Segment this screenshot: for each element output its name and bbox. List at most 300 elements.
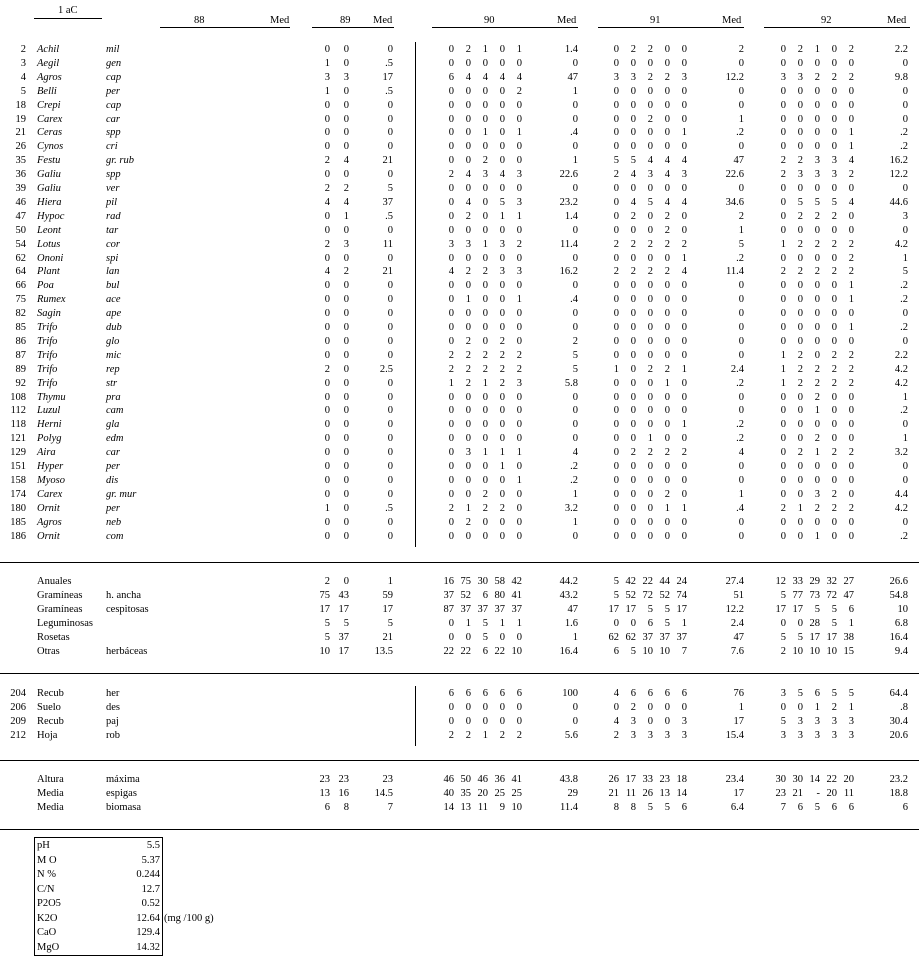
species-epithet: rep — [106, 363, 120, 375]
species-y91-cell: 0 — [647, 99, 653, 111]
species-m89-cell: 0 — [387, 349, 393, 361]
cover-y90-cell: 0 — [482, 702, 488, 713]
species-y89-cell: 0 — [343, 141, 349, 153]
group-label: Leguminosas — [37, 618, 93, 629]
group-y90-cell: 0 — [499, 632, 505, 643]
species-y91-cell: 0 — [613, 196, 619, 208]
species-y91-cell: 0 — [647, 294, 653, 306]
species-number: 4 — [20, 71, 26, 83]
species-y90-cell: 2 — [516, 363, 522, 375]
height-m92-cell: 18.8 — [889, 788, 908, 799]
year-88-med-header: Med — [270, 15, 290, 26]
species-y90-cell: 0 — [465, 99, 471, 111]
group-y92-cell: 1 — [848, 618, 854, 629]
species-y92-cell: 0 — [848, 85, 854, 97]
species-y90-cell: 0 — [465, 57, 471, 69]
species-y91-cell: 2 — [647, 44, 653, 55]
species-y89-cell: 1 — [324, 85, 330, 97]
species-m91-cell: 1 — [738, 224, 744, 236]
height-y89-cell: 23 — [319, 774, 330, 785]
species-y90-cell: 0 — [448, 252, 454, 264]
species-y90-cell: 3 — [465, 238, 471, 250]
species-number: 3 — [20, 57, 26, 69]
height-y89-cell: 13 — [319, 788, 330, 799]
species-genus: Leont — [37, 224, 61, 236]
species-y89-cell: 0 — [324, 419, 330, 431]
group-y91-cell: 17 — [676, 604, 687, 615]
group-y90-cell: 30 — [477, 576, 488, 587]
species-y90-cell: 1 — [499, 447, 505, 459]
species-y92-cell: 0 — [797, 474, 803, 486]
species-m89-cell: 0 — [387, 405, 393, 417]
species-y92-cell: 0 — [814, 308, 820, 320]
species-y90-cell: 0 — [499, 474, 505, 486]
species-y89-cell: 0 — [343, 461, 349, 472]
species-m91-cell: 47 — [733, 155, 744, 167]
species-y91-cell: 0 — [647, 335, 653, 347]
species-m90-cell: 0 — [572, 57, 578, 69]
species-y90-cell: 1 — [516, 447, 522, 459]
species-y91-cell: 0 — [681, 405, 687, 417]
species-y89-cell: 0 — [324, 308, 330, 320]
species-m90-cell: 47 — [567, 71, 578, 83]
species-y92-cell: 2 — [848, 169, 854, 181]
year-90-med-header: Med — [557, 15, 577, 26]
cover-m90-cell: 0 — [572, 716, 578, 727]
species-y91-cell: 4 — [630, 196, 636, 208]
species-m90-cell: 0 — [572, 113, 578, 125]
species-m90-cell: 5.8 — [564, 377, 578, 389]
species-m90-cell: 0 — [572, 99, 578, 111]
species-y91-cell: 4 — [647, 155, 653, 167]
species-y91-cell: 2 — [630, 447, 636, 459]
species-y89-cell: 0 — [324, 516, 330, 528]
cover-y91-cell: 0 — [647, 716, 653, 727]
species-y91-cell: 4 — [630, 169, 636, 181]
species-y92-cell: 0 — [831, 474, 837, 486]
species-epithet: dis — [106, 474, 119, 486]
species-y91-cell: 0 — [681, 474, 687, 486]
species-genus: Luzul — [37, 405, 61, 417]
group-y92-cell: 6 — [848, 604, 854, 615]
species-y91-cell: 0 — [681, 391, 687, 403]
group-y91-cell: 24 — [676, 576, 687, 587]
species-y91-cell: 0 — [664, 335, 670, 347]
species-m92-cell: 4.2 — [894, 502, 908, 514]
species-y90-cell: 0 — [465, 405, 471, 417]
species-y92-cell: 2 — [780, 502, 786, 514]
group-y89-cell: 5 — [324, 618, 330, 629]
cover-label: Hoja — [37, 730, 58, 741]
height-y92-cell: - — [816, 788, 820, 799]
species-y91-cell: 0 — [630, 461, 636, 472]
species-y92-cell: 0 — [848, 391, 854, 403]
species-y89-cell: 0 — [343, 169, 349, 181]
height-y91-cell: 26 — [642, 788, 653, 799]
species-m90-cell: 16.2 — [559, 266, 578, 278]
species-y91-cell: 0 — [664, 141, 670, 153]
species-y89-cell: 0 — [324, 433, 330, 445]
species-y91-cell: 0 — [664, 294, 670, 306]
species-y90-cell: 2 — [482, 155, 488, 167]
species-y90-cell: 4 — [482, 71, 488, 83]
species-y92-cell: 0 — [797, 419, 803, 431]
species-y91-cell: 0 — [664, 183, 670, 194]
species-y90-cell: 0 — [482, 391, 488, 403]
species-y91-cell: 0 — [681, 224, 687, 236]
cover-y91-cell: 3 — [630, 730, 636, 741]
species-genus: Ononi — [37, 252, 64, 264]
species-y90-cell: 0 — [448, 127, 454, 139]
species-y90-cell: 5 — [499, 196, 505, 208]
species-y91-cell: 3 — [630, 71, 636, 83]
species-y91-cell: 0 — [681, 99, 687, 111]
species-y92-cell: 0 — [848, 210, 854, 222]
species-y90-cell: 2 — [465, 516, 471, 528]
group-y90-cell: 6 — [482, 590, 488, 601]
group-y91-cell: 74 — [676, 590, 687, 601]
species-y91-cell: 0 — [613, 85, 619, 97]
species-y89-cell: 0 — [343, 280, 349, 292]
group-m92-cell: 9.4 — [894, 646, 908, 657]
group-m91-cell: 12.2 — [725, 604, 744, 615]
species-y91-cell: 0 — [664, 308, 670, 320]
group-y91-cell: 5 — [664, 618, 670, 629]
species-y92-cell: 0 — [848, 461, 854, 472]
species-y90-cell: 0 — [499, 127, 505, 139]
species-y91-cell: 0 — [647, 85, 653, 97]
species-y90-cell: 1 — [516, 210, 522, 222]
species-epithet: cap — [106, 99, 122, 111]
species-y90-cell: 0 — [482, 99, 488, 111]
species-y90-cell: 0 — [482, 57, 488, 69]
species-m91-cell: 11.4 — [726, 266, 744, 278]
species-number: 46 — [15, 196, 26, 208]
species-y90-cell: 2 — [465, 335, 471, 347]
species-m91-cell: 1 — [738, 488, 744, 500]
group-m89-cell: 1 — [387, 576, 393, 587]
cover-y92-cell: 5 — [848, 688, 854, 699]
species-y90-cell: 0 — [448, 44, 454, 55]
species-y91-cell: 0 — [681, 335, 687, 347]
species-y91-cell: 2 — [647, 113, 653, 125]
species-epithet: lan — [106, 266, 120, 278]
soil-parameter-label: M O — [37, 854, 57, 866]
height-y90-cell: 35 — [460, 788, 471, 799]
height-y90-cell: 50 — [460, 774, 471, 785]
species-epithet: pra — [106, 391, 121, 403]
species-y92-cell: 0 — [848, 224, 854, 236]
cover-y91-cell: 4 — [613, 688, 619, 699]
group-y89-cell: 75 — [319, 590, 330, 601]
species-m90-cell: 1.4 — [564, 210, 578, 222]
height-m91-cell: 6.4 — [730, 802, 744, 813]
soil-parameter-label: K2O — [37, 912, 58, 924]
species-y89-cell: 0 — [324, 127, 330, 139]
species-y90-cell: 0 — [516, 419, 522, 431]
species-y90-cell: 3 — [516, 169, 522, 181]
species-y90-cell: 0 — [482, 196, 488, 208]
height-y91-cell: 26 — [608, 774, 619, 785]
height-y89-cell: 16 — [338, 788, 349, 799]
group-y92-cell: 33 — [792, 576, 803, 587]
height-sublabel: biomasa — [106, 802, 141, 813]
year-88-header: 88 — [194, 15, 205, 26]
soil-parameter-value: 12.7 — [141, 883, 160, 895]
species-m90-cell: .2 — [570, 474, 578, 486]
species-y90-cell: 0 — [465, 280, 471, 292]
height-y90-cell: 25 — [511, 788, 522, 799]
group-y89-cell: 17 — [338, 604, 349, 615]
group-y92-cell: 5 — [831, 618, 837, 629]
species-y91-cell: 0 — [681, 57, 687, 69]
species-y90-cell: 3 — [516, 266, 522, 278]
species-y91-cell: 0 — [664, 44, 670, 55]
height-label: Media — [37, 788, 64, 799]
species-m91-cell: 12.2 — [725, 71, 744, 83]
species-y90-cell: 0 — [465, 488, 471, 500]
species-m92-cell: .2 — [900, 530, 908, 542]
species-y92-cell: 0 — [780, 280, 786, 292]
cover-y92-cell: 3 — [831, 730, 837, 741]
cover-y92-cell: 0 — [797, 702, 803, 713]
species-y90-cell: 0 — [516, 433, 522, 445]
group-y90-cell: 22 — [443, 646, 454, 657]
species-y92-cell: 1 — [814, 44, 820, 55]
species-epithet: glo — [106, 335, 120, 347]
height-y91-cell: 5 — [647, 802, 653, 813]
species-y92-cell: 0 — [797, 433, 803, 445]
group-y92-cell: 47 — [843, 590, 854, 601]
species-y92-cell: 2 — [780, 266, 786, 278]
species-number: 50 — [15, 224, 26, 236]
species-number: 39 — [15, 183, 26, 194]
cover-y91-cell: 6 — [647, 688, 653, 699]
year-90-underline — [432, 27, 578, 28]
soil-parameter-value: 5.37 — [141, 854, 160, 866]
species-m91-cell: .2 — [736, 377, 744, 389]
height-m92-cell: 23.2 — [889, 774, 908, 785]
species-y92-cell: 0 — [797, 280, 803, 292]
cover-y92-cell: 5 — [797, 688, 803, 699]
species-y90-cell: 2 — [499, 363, 505, 375]
species-y92-cell: 0 — [814, 224, 820, 236]
species-m89-cell: 0 — [387, 294, 393, 306]
species-y91-cell: 2 — [647, 363, 653, 375]
species-y91-cell: 4 — [681, 266, 687, 278]
species-y90-cell: 4 — [448, 266, 454, 278]
species-y92-cell: 2 — [814, 377, 820, 389]
height-y91-cell: 18 — [676, 774, 687, 785]
species-y91-cell: 0 — [681, 210, 687, 222]
group-y92-cell: 12 — [775, 576, 786, 587]
species-m91-cell: 34.6 — [725, 196, 744, 208]
species-genus: Herni — [37, 419, 62, 431]
species-y92-cell: 2 — [797, 155, 803, 167]
species-y92-cell: 2 — [797, 447, 803, 459]
species-y91-cell: 0 — [630, 474, 636, 486]
height-y89-cell: 6 — [324, 802, 330, 813]
species-epithet: cam — [106, 405, 124, 417]
species-m89-cell: 11 — [382, 238, 393, 250]
group-y89-cell: 2 — [324, 576, 330, 587]
species-m92-cell: 4.2 — [894, 363, 908, 375]
height-m90-cell: 29 — [567, 788, 578, 799]
cover-sublabel: des — [106, 702, 120, 713]
species-epithet: spi — [106, 252, 119, 264]
species-y90-cell: 0 — [448, 530, 454, 542]
species-y91-cell: 0 — [630, 99, 636, 111]
cover-y90-cell: 0 — [499, 702, 505, 713]
year-92-med-header: Med — [887, 15, 907, 26]
species-y90-cell: 0 — [448, 391, 454, 403]
group-y91-cell: 0 — [630, 618, 636, 629]
species-y90-cell: 0 — [499, 224, 505, 236]
title-underline — [34, 18, 102, 19]
species-y91-cell: 0 — [630, 530, 636, 542]
species-number: 118 — [10, 419, 26, 431]
species-epithet: str — [106, 377, 118, 389]
species-y90-cell: 2 — [499, 335, 505, 347]
species-y91-cell: 0 — [613, 308, 619, 320]
species-m90-cell: 3.2 — [564, 502, 578, 514]
species-epithet: spp — [106, 127, 121, 139]
height-y91-cell: 5 — [664, 802, 670, 813]
species-y92-cell: 0 — [831, 252, 837, 264]
species-genus: Rumex — [37, 294, 66, 306]
species-m90-cell: 23.2 — [559, 196, 578, 208]
species-y89-cell: 0 — [343, 349, 349, 361]
species-m91-cell: 0 — [738, 308, 744, 320]
species-y92-cell: 0 — [831, 183, 837, 194]
species-y92-cell: 2 — [814, 391, 820, 403]
group-y90-cell: 0 — [448, 632, 454, 643]
cover-label: Recub — [37, 688, 64, 699]
species-y89-cell: 0 — [343, 252, 349, 264]
species-genus: Hyper — [37, 461, 64, 472]
species-y92-cell: 0 — [814, 461, 820, 472]
cover-y91-cell: 6 — [664, 688, 670, 699]
species-y91-cell: 3 — [681, 71, 687, 83]
species-y89-cell: 4 — [324, 196, 330, 208]
species-y90-cell: 0 — [482, 516, 488, 528]
group-y90-cell: 22 — [460, 646, 471, 657]
species-m91-cell: 1 — [738, 113, 744, 125]
species-m89-cell: .5 — [385, 85, 393, 97]
species-y92-cell: 2 — [848, 238, 854, 250]
species-epithet: cri — [106, 141, 118, 153]
group-y92-cell: 72 — [826, 590, 837, 601]
species-y90-cell: 0 — [516, 183, 522, 194]
species-y91-cell: 0 — [681, 377, 687, 389]
species-m89-cell: 17 — [382, 71, 393, 83]
species-y90-cell: 2 — [482, 349, 488, 361]
species-y89-cell: 2 — [343, 183, 349, 194]
species-m91-cell: 0 — [738, 183, 744, 194]
species-y89-cell: 2 — [324, 238, 330, 250]
species-m92-cell: 12.2 — [889, 169, 908, 181]
species-y90-cell: 1 — [499, 461, 505, 472]
species-y90-cell: 0 — [448, 210, 454, 222]
species-y91-cell: 0 — [613, 502, 619, 514]
cover-y92-cell: 3 — [848, 730, 854, 741]
cover-y90-cell: 0 — [465, 702, 471, 713]
species-m92-cell: 0 — [902, 474, 908, 486]
species-y90-cell: 0 — [448, 57, 454, 69]
species-genus: Aira — [37, 447, 56, 459]
species-m91-cell: 0 — [738, 294, 744, 306]
soil-parameter-value: 14.32 — [136, 941, 160, 953]
species-y92-cell: 3 — [831, 169, 837, 181]
species-y92-cell: 0 — [814, 252, 820, 264]
species-y92-cell: 0 — [814, 349, 820, 361]
species-y92-cell: 0 — [797, 127, 803, 139]
species-y91-cell: 0 — [630, 335, 636, 347]
cover-y90-cell: 0 — [448, 702, 454, 713]
species-y90-cell: 0 — [465, 474, 471, 486]
species-y90-cell: 2 — [465, 349, 471, 361]
group-y89-cell: 37 — [338, 632, 349, 643]
species-y90-cell: 2 — [448, 169, 454, 181]
species-epithet: per — [106, 502, 120, 514]
group-m90-cell: 1.6 — [564, 618, 578, 629]
species-y89-cell: 0 — [324, 349, 330, 361]
height-y90-cell: 46 — [443, 774, 454, 785]
species-y91-cell: 0 — [681, 349, 687, 361]
group-y90-cell: 42 — [511, 576, 522, 587]
species-y92-cell: 0 — [848, 183, 854, 194]
species-number: 92 — [15, 377, 26, 389]
group-m89-cell: 21 — [382, 632, 393, 643]
species-y91-cell: 0 — [681, 530, 687, 542]
group-y92-cell: 27 — [843, 576, 854, 587]
species-y91-cell: 0 — [613, 141, 619, 153]
species-y90-cell: 0 — [482, 210, 488, 222]
species-y92-cell: 0 — [814, 280, 820, 292]
species-epithet: ape — [106, 308, 122, 320]
species-y92-cell: 0 — [814, 127, 820, 139]
species-y90-cell: 0 — [516, 155, 522, 167]
species-y90-cell: 0 — [448, 419, 454, 431]
species-y90-cell: 0 — [482, 335, 488, 347]
species-number: 36 — [15, 169, 26, 181]
species-y90-cell: 0 — [465, 183, 471, 194]
species-y90-cell: 0 — [465, 85, 471, 97]
species-y90-cell: 2 — [465, 210, 471, 222]
species-y90-cell: 0 — [465, 252, 471, 264]
species-y91-cell: 0 — [613, 405, 619, 417]
species-y91-cell: 0 — [613, 280, 619, 292]
species-epithet: bul — [106, 280, 120, 292]
species-genus: Carex — [37, 113, 63, 125]
species-m92-cell: 2.2 — [894, 44, 908, 55]
cover-y92-cell: 5 — [780, 716, 786, 727]
cover-y91-cell: 4 — [613, 716, 619, 727]
cover-m90-cell: 100 — [562, 688, 578, 699]
species-y89-cell: 0 — [343, 308, 349, 320]
group-m92-cell: 16.4 — [889, 632, 908, 643]
height-y91-cell: 6 — [681, 802, 687, 813]
species-y91-cell: 4 — [681, 155, 687, 167]
species-y89-cell: 4 — [343, 155, 349, 167]
height-y92-cell: 6 — [831, 802, 837, 813]
species-y91-cell: 0 — [647, 308, 653, 320]
species-y92-cell: 2 — [831, 363, 837, 375]
species-epithet: pil — [106, 196, 118, 208]
species-genus: Myoso — [37, 474, 65, 486]
species-number: 186 — [10, 530, 26, 542]
species-y89-cell: 4 — [343, 196, 349, 208]
